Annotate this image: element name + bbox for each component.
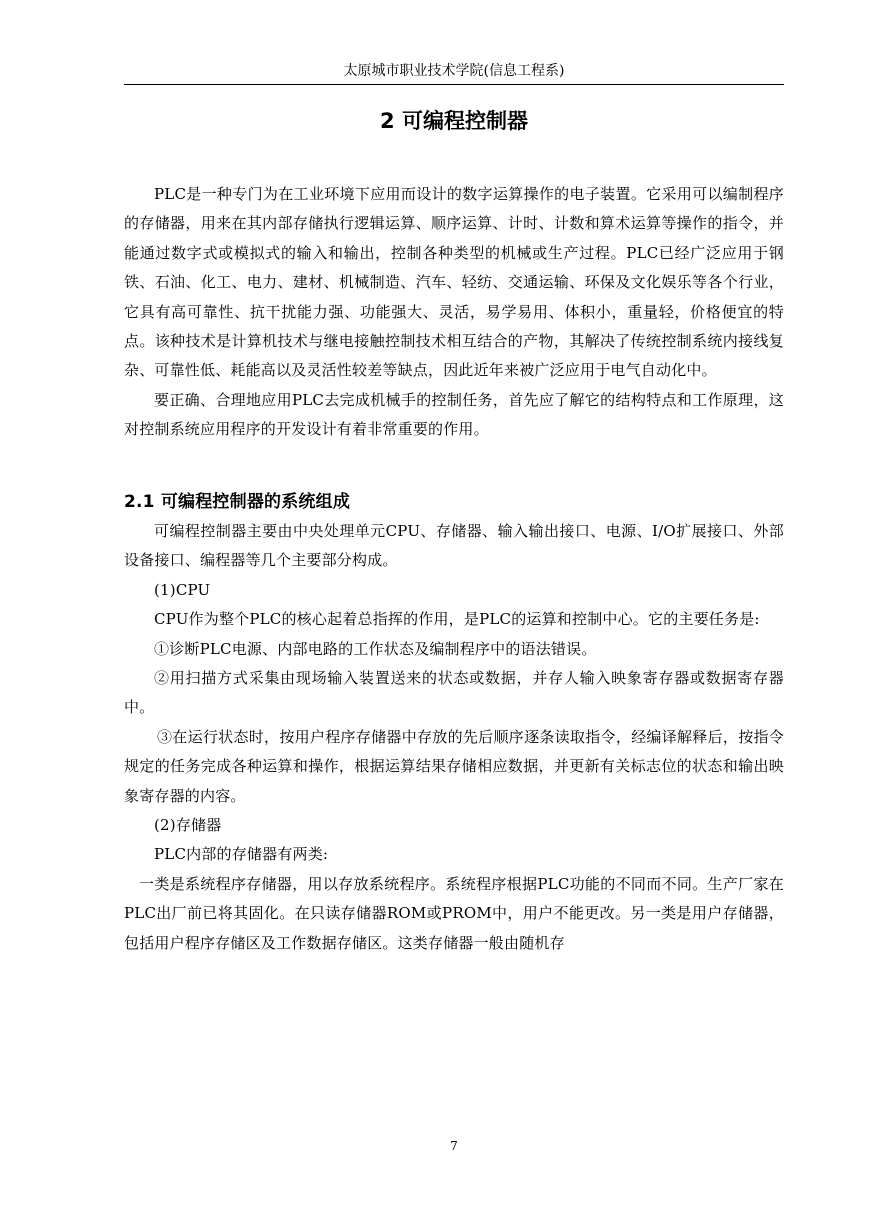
header-rule: [124, 84, 784, 85]
intro-paragraph-1: PLC是一种专门为在工业环境下应用而设计的数字运算操作的电子装置。它采用可以编制程序的存储器，用来在其内部存储执行逻辑运算、顺序运算、计时、计数和算术运算等操作的指令，并能通过数字式或模拟式的输入和输出，控制各种类型的机械或生产过程。PLC已经广泛应用于钢铁、石油、化工、电力、建材、机械制造、汽车、轻纺、交通运输、环保及文化娱乐等各个行业，它具有高可靠性、抗干扰能力强、功能强大、灵活，易学易用、体积小，重量轻，价格便宜的特点。该种技术是计算机技术与继电接触控制技术相互结合的产物，其解决了传统控制系统内接线复杂、可靠性低、耗能高以及灵活性较差等缺点，因此近年来被广泛应用于电气自动化中。: [124, 185, 784, 380]
cpu-task-3: ③在运行状态时，按用户程序存储器中存放的先后顺序逐条读取指令，经编译解释后，按指令规定的任务完成各种运算和操作，根据运算结果存储相应数据，并更新有关标志位的状态和输出映象寄存器的内容。: [124, 727, 784, 805]
cpu-task-1: ①诊断PLC电源、内部电路的工作状态及编制程序中的语法错误。: [154, 639, 597, 658]
intro-paragraph-2: 要正确、合理地应用PLC去完成机械手的控制任务，首先应了解它的结构特点和工作原理，这对控制系统应用程序的开发设计有着非常重要的作用。: [124, 390, 784, 439]
cpu-paragraph: CPU作为整个PLC的核心起着总指挥的作用，是PLC的运算和控制中心。它的主要任务是:: [154, 610, 760, 629]
page-number: 7: [450, 1139, 458, 1153]
chapter-title: 2 可编程控制器: [380, 109, 528, 133]
memory-paragraph: 一类是系统程序存储器，用以存放系统程序。系统程序根据PLC功能的不同而不同。生产厂家在PLC出厂前已将其固化。在只读存储器ROM或PROM中，用户不能更改。另一类是用户存储器，包括用户程序存储区及工作数据存储区。这类存储器一般由随机存: [124, 874, 784, 952]
subheading-cpu: (1)CPU: [154, 580, 211, 599]
intro-text: [124, 180, 784, 445]
section-2-1: [124, 487, 784, 958]
running-header: 太原城市职业技术学院(信息工程系): [343, 63, 565, 79]
memory-intro: PLC内部的存储器有两类:: [154, 845, 329, 864]
section-paragraph-1: 可编程控制器主要由中央处理单元CPU、存储器、输入输出接口、电源、I/O扩展接口、外部设备接口、编程器等几个主要部分构成。: [124, 522, 784, 570]
cpu-task-2: ②用扫描方式采集由现场输入装置送来的状态或数据，并存人输入映象寄存器或数据寄存器中。: [124, 669, 784, 717]
section-title: 2.1 可编程控制器的系统组成: [124, 492, 351, 512]
subheading-memory: (2)存储器: [154, 816, 222, 835]
